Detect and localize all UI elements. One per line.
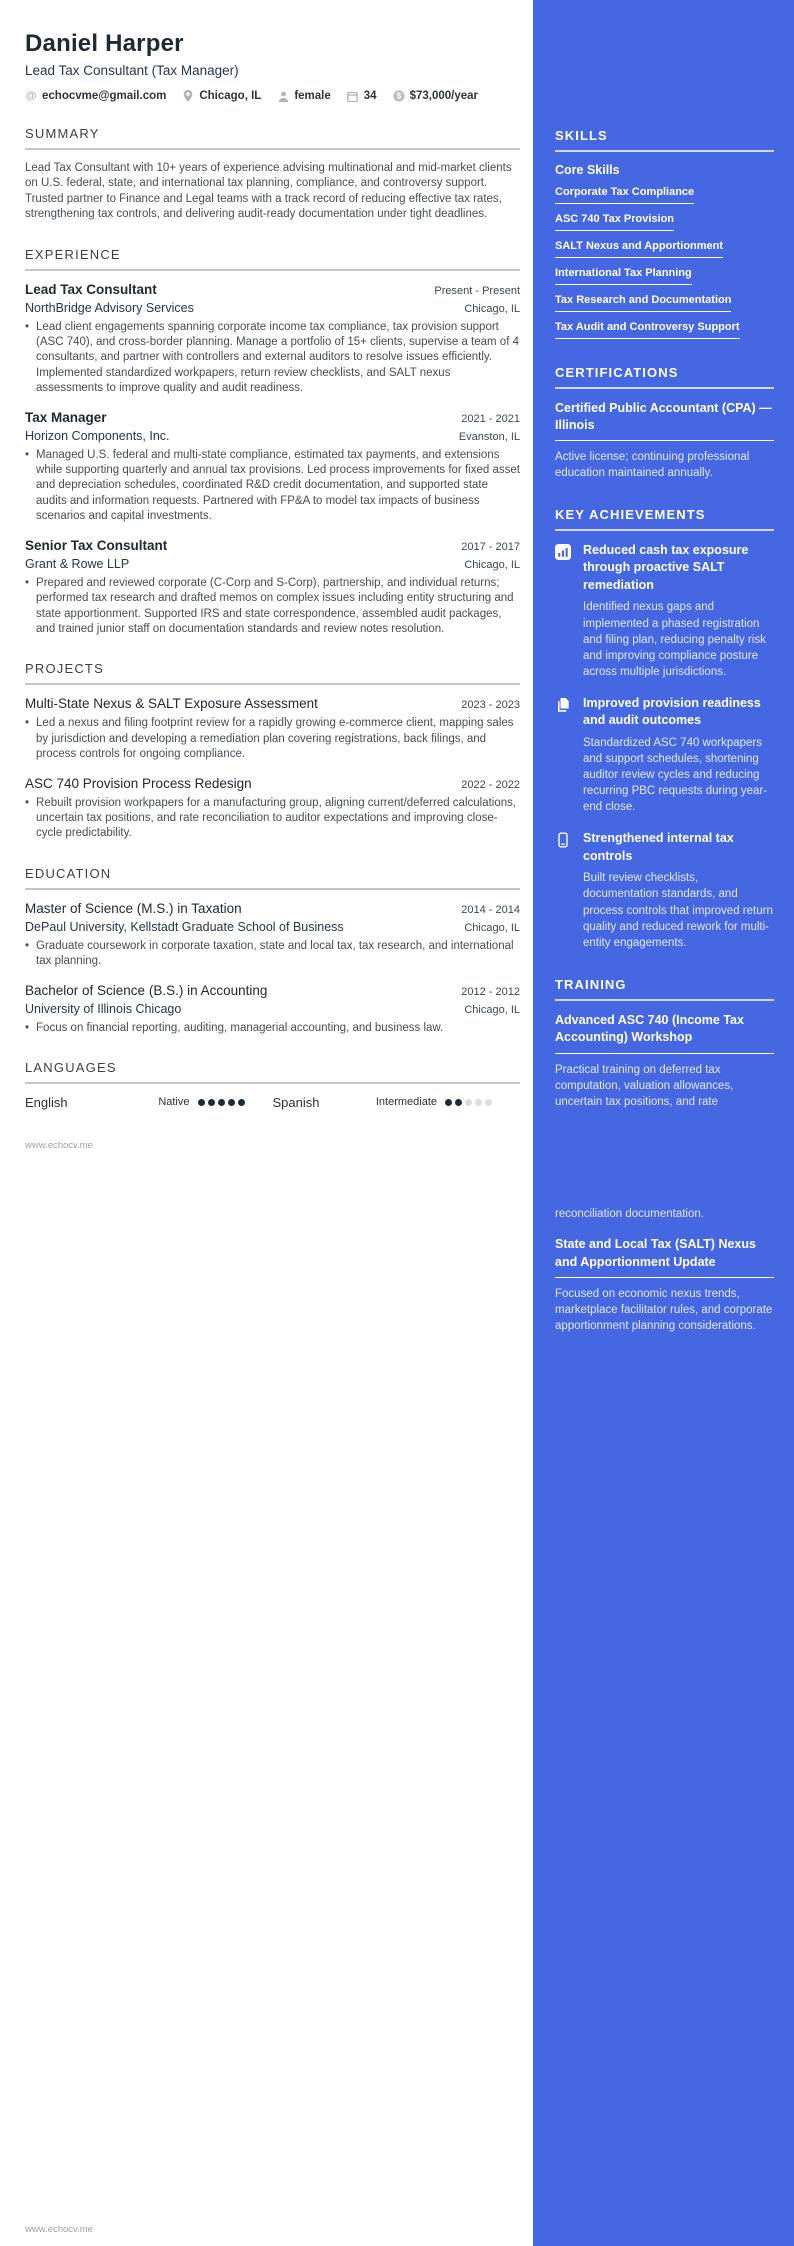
languages-section: [25, 1060, 520, 1110]
project-bullet: • Rebuilt provision workpapers for a manufacturing group, aligning current/deferred calculations, uncertain tax positions, and rate reconciliation to auditor expectations and improving close-cycle predictability.: [25, 796, 520, 842]
skill-item: International Tax Planning: [555, 267, 692, 285]
language-level: Intermediate: [375, 1096, 437, 1109]
section-divider: [25, 148, 520, 150]
education-bullet: • Graduate coursework in corporate taxation, state and local tax, tax research, and international tax planning.: [25, 939, 520, 970]
skill-item: Tax Research and Documentation: [555, 294, 731, 312]
section-divider: [25, 888, 520, 890]
experience-bullet: • Lead client engagements spanning corporate income tax compliance, tax provision support (ASC 740), and cross-border planning. Manage a portfolio of 15+ clients, supervise a team of 4 consultants, and partner with controllers and external auditors to resolve issues efficiently. Implemented standardized workpapers, return review checklists, and SALT nexus assessments to improve quality and audit readiness.: [25, 320, 520, 397]
project-entry: [25, 696, 520, 762]
education-location: Chicago, IL: [464, 921, 520, 934]
experience-entry: [25, 410, 520, 525]
experience-company: Grant & Rowe LLP: [25, 556, 130, 571]
language-proficiency-dots: [198, 1099, 245, 1106]
training-description: Practical training on deferred tax computation, valuation allowances, uncertain tax positions, and rate: [555, 1063, 734, 1109]
skills-group-label: Core Skills: [555, 163, 620, 177]
experience-date: Present - Present: [434, 284, 520, 297]
key-achievements-heading: KEY ACHIEVEMENTS: [555, 506, 706, 522]
achievement-title: Strengthened internal tax controls: [583, 831, 734, 863]
contact-age-text: 34: [363, 90, 377, 102]
language-row: [25, 1095, 520, 1110]
education-date: 2012 - 2012: [461, 985, 520, 998]
contact-email[interactable]: [25, 90, 166, 102]
training-section: [555, 977, 774, 1335]
certifications-section: [555, 365, 774, 481]
experience-entry: [25, 538, 520, 638]
language-name: English: [25, 1094, 68, 1110]
education-heading: EDUCATION: [25, 865, 112, 881]
contact-salary-text: $73,000/year: [409, 90, 478, 102]
experience-location: Chicago, IL: [464, 302, 520, 315]
education-section: [25, 866, 520, 1036]
degree-title: Master of Science (M.S.) in Taxation: [25, 900, 242, 916]
education-location: Chicago, IL: [464, 1003, 520, 1016]
skill-item: ASC 740 Tax Provision: [555, 213, 674, 231]
calendar-icon: [347, 90, 359, 102]
skill-item: SALT Nexus and Apportionment: [555, 240, 723, 258]
achievement-title: Improved provision readiness and audit outcomes: [583, 695, 761, 728]
contact-row: [25, 90, 520, 102]
location-icon: [182, 90, 194, 102]
training-title: Advanced ASC 740 (Income Tax Accounting) Workshop: [555, 1012, 774, 1054]
training-description-continued: reconciliation documentation.: [555, 1208, 704, 1221]
sidebar-divider: [555, 529, 774, 531]
experience-heading: EXPERIENCE: [25, 246, 121, 262]
achievement-description: Identified nexus gaps and implemented a phased registration and filing plan, reducing penalty risk and improving compliance posture across multiple jurisdictions.: [583, 601, 766, 678]
contact-age: [347, 90, 377, 102]
experience-bullet: • Managed U.S. federal and multi-state compliance, estimated tax payments, and extensions while supporting quarterly and annual tax provisions. Led process improvements for fixed asset and depreciation schedules, coordinated R&D credit documentation, and supported state audits and information requests. Partnered with FP&A to model tax impacts of business scenarios and capital investments.: [25, 448, 520, 525]
section-divider: [25, 1082, 520, 1084]
project-title: ASC 740 Provision Process Redesign: [25, 775, 252, 791]
language-name: Spanish: [272, 1094, 320, 1110]
experience-bullet: • Prepared and reviewed corporate (C-Corp and S-Corp), partnership, and individual returns; performed tax research and drafted memos on complex issues including entity structuring and state apportionment. Supported IRS and state correspondence, assembled audit packages, and trained junior staff on documentation standards and review notes resolution.: [25, 576, 520, 638]
contact-location-text: Chicago, IL: [199, 90, 262, 102]
project-entry: [25, 776, 520, 842]
experience-company: NorthBridge Advisory Services: [25, 300, 194, 315]
project-date: 2022 - 2022: [461, 778, 520, 791]
degree-title: Bachelor of Science (B.S.) in Accounting: [25, 982, 268, 998]
experience-entry: [25, 282, 520, 397]
projects-section: [25, 661, 520, 841]
training-item: [555, 1236, 774, 1334]
section-divider: [25, 269, 520, 271]
certifications-heading: CERTIFICATIONS: [555, 365, 679, 380]
project-bullet: • Led a nexus and filing footprint review for a rapidly growing e-commerce client, mapping sales by jurisdiction and developing a remediation plan covering registrations, back filings, and process controls for ongoing compliance.: [25, 716, 520, 762]
achievement-item: [555, 695, 774, 815]
project-title: Multi-State Nexus & SALT Exposure Assessment: [25, 696, 318, 712]
bullet-dot-icon: •: [25, 448, 30, 461]
skills-heading: SKILLS: [555, 128, 608, 143]
training-description: Focused on economic nexus trends, marketplace facilitator rules, and corporate apportionment planning considerations.: [555, 1288, 773, 1333]
education-bullet: • Focus on financial reporting, auditing, managerial accounting, and business law.: [25, 1021, 520, 1036]
sidebar-divider: [555, 999, 774, 1001]
experience-location: Evanston, IL: [458, 430, 520, 443]
contact-location: [182, 90, 261, 102]
school-name: University of Illinois Chicago: [25, 1001, 182, 1016]
training-heading: TRAINING: [555, 976, 627, 992]
certification-description: Active license; continuing professional education maintained annually.: [555, 450, 750, 479]
bullet-dot-icon: •: [25, 796, 30, 809]
bullet-dot-icon: •: [25, 939, 30, 952]
language-proficiency-dots: [445, 1099, 492, 1106]
experience-title: Lead Tax Consultant: [25, 281, 157, 297]
candidate-name: Daniel Harper: [25, 30, 184, 57]
languages-heading: LANGUAGES: [25, 1059, 117, 1075]
experience-section: [25, 247, 520, 638]
summary-section: [25, 126, 520, 223]
experience-title: Senior Tax Consultant: [25, 537, 168, 553]
achievement-item: [555, 542, 774, 680]
achievement-title: Reduced cash tax exposure through proactive SALT remediation: [583, 542, 749, 592]
sidebar: [533, 0, 794, 2246]
achievement-description: Built review checklists, documentation standards, and process controls that improved return quality and reduced rework for multi-entity engagements.: [583, 872, 773, 949]
bullet-dot-icon: •: [25, 576, 30, 589]
language-item: [25, 1095, 273, 1110]
contact-salary: [393, 90, 478, 102]
sidebar-divider: [555, 150, 774, 152]
contact-gender-text: female: [294, 90, 331, 102]
project-date: 2023 - 2023: [461, 699, 520, 712]
contact-email-text: echocvme@gmail.com: [42, 90, 167, 102]
bullet-dot-icon: •: [25, 1021, 30, 1034]
bullet-dot-icon: •: [25, 717, 30, 730]
device-icon: [555, 830, 571, 950]
language-level: Native: [158, 1096, 190, 1109]
summary-text: Lead Tax Consultant with 10+ years of experience advising multinational and mid-market clients on U.S. federal, state, and international tax planning, compliance, and controversy support. Trusted partner to Finance and Legal teams with a track record of reducing effective tax rates, strengthening tax controls, and delivering audit-ready documentation under tight deadlines.: [25, 162, 512, 221]
footer-url-page2[interactable]: www.echocv.me: [25, 2224, 93, 2235]
skills-section: [555, 128, 774, 339]
experience-company: Horizon Components, Inc.: [25, 428, 170, 443]
training-title: State and Local Tax (SALT) Nexus and Apportionment Update: [555, 1236, 774, 1278]
experience-date: 2017 - 2017: [461, 540, 520, 553]
person-icon: [277, 90, 289, 102]
certification-name: Certified Public Accountant (CPA) — Illinois: [555, 400, 774, 441]
experience-location: Chicago, IL: [464, 558, 520, 571]
experience-title: Tax Manager: [25, 409, 107, 425]
sidebar-divider: [555, 387, 774, 389]
bar-chart-icon: [555, 542, 571, 680]
contact-gender: [277, 90, 330, 102]
projects-heading: PROJECTS: [25, 661, 104, 677]
footer-url-page1[interactable]: www.echocv.me: [25, 1140, 93, 1151]
page-break-spacer: [555, 1110, 774, 1206]
documents-icon: [555, 695, 571, 815]
education-entry: [25, 901, 520, 970]
section-divider: [25, 683, 520, 685]
training-item: [555, 1012, 774, 1222]
svg-text:$: $: [396, 91, 401, 101]
achievement-item: [555, 830, 774, 950]
school-name: DePaul University, Kellstadt Graduate School of Business: [25, 919, 344, 934]
salary-icon: [393, 90, 405, 102]
experience-date: 2021 - 2021: [461, 412, 520, 425]
candidate-job-title: Lead Tax Consultant (Tax Manager): [25, 63, 239, 78]
skill-item: Corporate Tax Compliance: [555, 186, 694, 204]
key-achievements-section: [555, 507, 774, 951]
education-date: 2014 - 2014: [461, 903, 520, 916]
summary-heading: SUMMARY: [25, 126, 100, 141]
bullet-dot-icon: •: [25, 320, 30, 333]
email-icon: @: [25, 90, 37, 102]
language-item: [273, 1095, 521, 1110]
education-entry: [25, 983, 520, 1036]
achievement-description: Standardized ASC 740 workpapers and support schedules, shortening auditor review cycles and reducing recurring PBC requests during year-end close.: [583, 736, 768, 814]
skill-item: Tax Audit and Controversy Support: [555, 321, 740, 339]
